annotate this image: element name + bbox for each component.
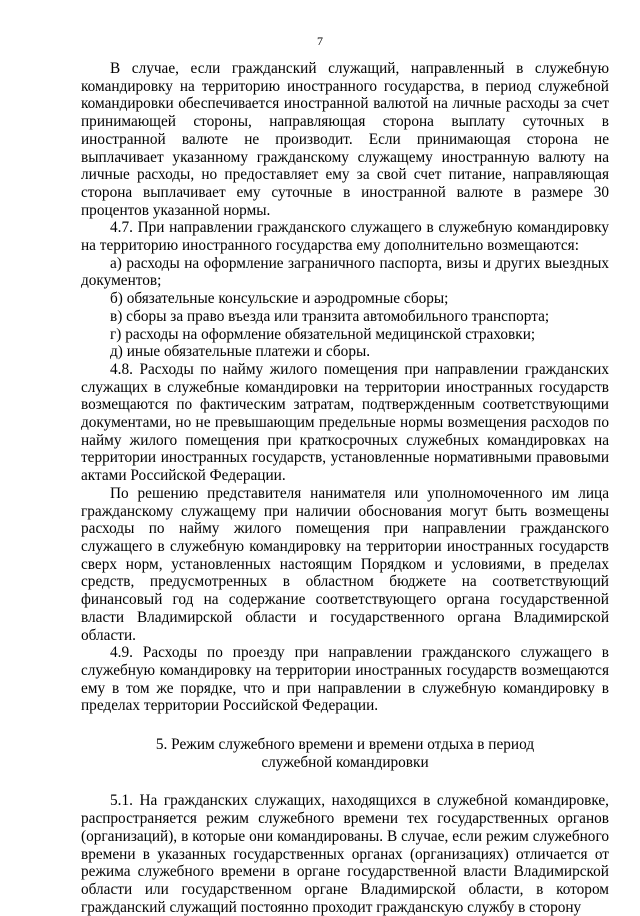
section-heading-line: 5. Режим служебного времени и времени отдыха в период [155, 736, 535, 754]
list-item: д) иные обязательные платежи и сборы. [110, 343, 371, 361]
document-body [81, 60, 609, 916]
paragraph: В случае, если гражданский служащий, направленный в служебную командировку на территорию иностранного государства, в период служебной командировки обеспечивается иностранной валютой на личные расходы за счет принимающей стороны, направляющая сторона выплату суточных в иностранной валюте не производит. Если принимающая сторона не выплачивает указанному гражданскому служащему иностранную валюту на личные расходы, но предоставляет ему за свой счет питание, направляющая сторона выплачивает ему суточные в иностранной валюте в размере 30 процентов указанной нормы. [81, 60, 609, 219]
paragraph: 4.8. Расходы по найму жилого помещения при направлении гражданских служащих в служебные командировки на территории иностранных государств возмещаются по фактическим затратам, подтвержденным соответствующими документами, но не превышающим предельные нормы возмещения расходов по найму жилого помещения при краткосрочных служебных командировках на территории иностранных государств, установленные нормативными правовыми актами Российской Федерации. [81, 360, 609, 485]
list-item: а) расходы на оформление заграничного паспорта, визы и других выездных документов; [81, 254, 609, 290]
list-item: б) обязательные консульские и аэродромные сборы; [110, 290, 449, 308]
paragraph: 4.7. При направлении гражданского служащего в служебную командировку на территорию иностранного государства ему дополнительно возмещаются: [81, 219, 609, 255]
paragraph: 5.1. На гражданских служащих, находящихся в служебной командировке, распространяется режим служебного времени тех государственных органов (организаций), в которые они командированы. В случае, если режим служебного времени в указанных государственных органах (организациях) отличается от режима служебного времени в органе государственной власти Владимирской области или государственном органе Владимирской области, в котором гражданский служащий постоянно проходит гражданскую службу в сторону [81, 792, 609, 916]
list-item: г) расходы на оформление обязательной медицинской страховки; [110, 325, 536, 343]
paragraph: По решению представителя нанимателя или уполномоченного им лица гражданскому служащему при наличии обоснования могут быть возмещены расходы по найму жилого помещения при направлении гражданского служащего в служебную командировку на территории иностранных государств сверх норм, установленных настоящим Порядком и условиями, в пределах средств, предусмотренных в областном бюджете на соответствующий финансовый год на содержание соответствующего органа государственной власти Владимирской области и государственного органа Владимирской области. [81, 484, 609, 644]
section-heading [81, 736, 609, 771]
page-number: 7 [317, 34, 323, 48]
list-item: в) сборы за право въезда или транзита автомобильного транспорта; [110, 307, 550, 325]
paragraph: 4.9. Расходы по проезду при направлении гражданского служащего в служебную командировку на территории иностранных государств возмещаются ему в том же порядке, что и при направлении в служебную командировку в пределах территории Российской Федерации. [81, 644, 609, 715]
section-heading-line: служебной командировки [261, 753, 429, 771]
